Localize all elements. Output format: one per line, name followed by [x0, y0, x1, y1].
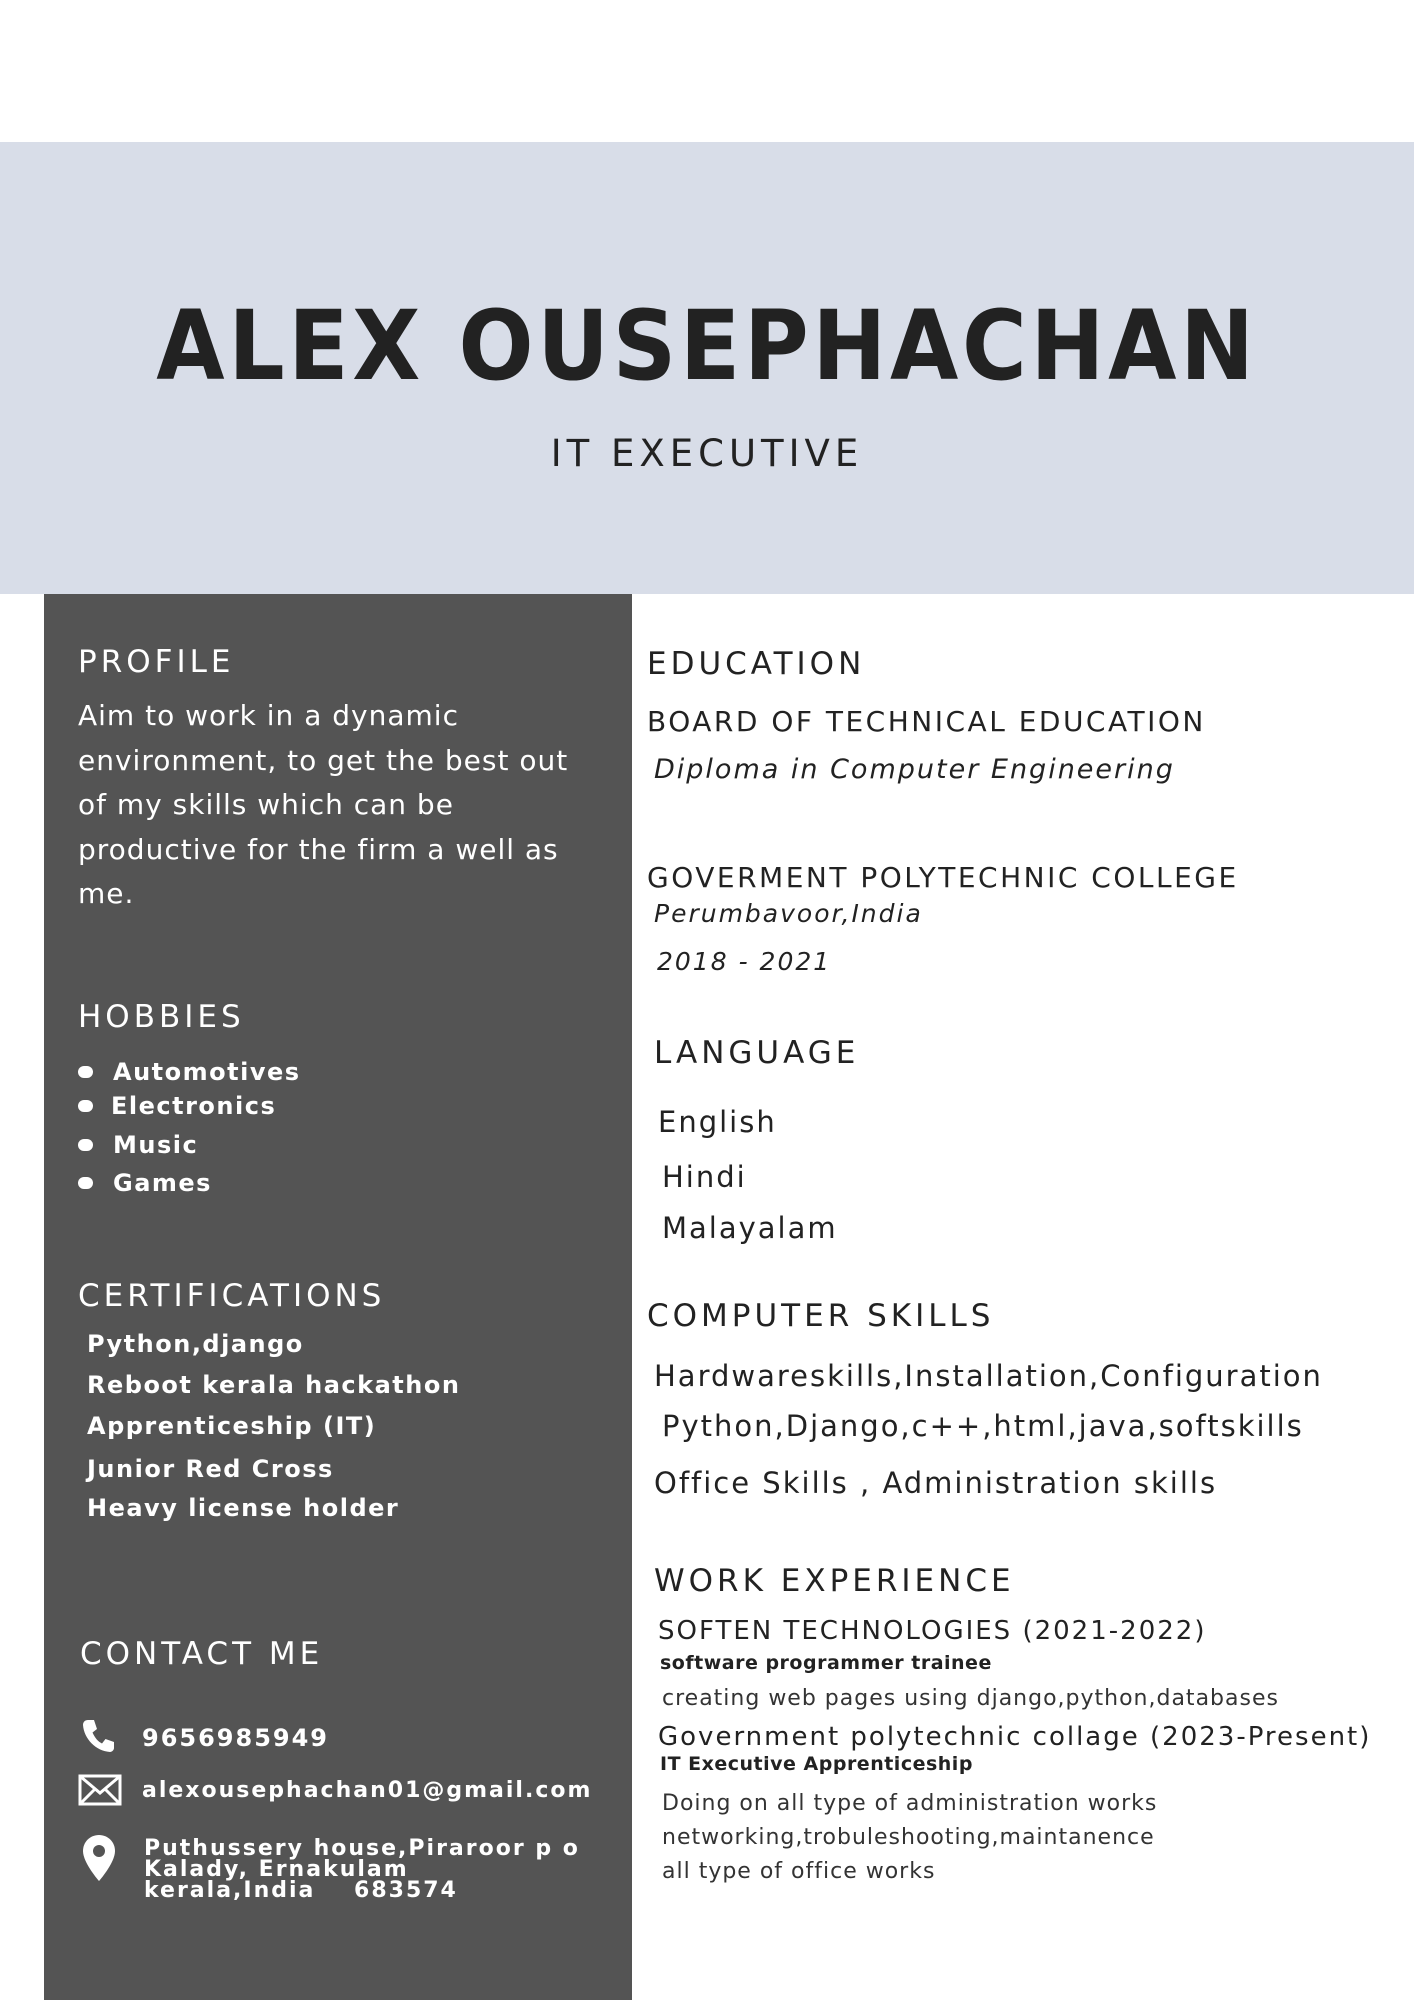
address-line: kerala,India 683574	[144, 1878, 458, 1903]
sidebar: PROFILE Aim to work in a dynamic environment, to get the best out of my skills which can be productive for the firm a well as me. HOBBIES Automotives Electronics Music Games CERTIFICATIONS Python,django Reboot kerala hackathon Apprenticeship (IT) Junior Red Cross Heavy license holder CONTACT ME 9656985949 alexousephachan01@gmail.com Puthussery house,Piraroor p o Kalady, Ernakulam kerala,India 683574	[44, 594, 632, 2000]
mail-icon	[78, 1774, 122, 1806]
education-board: BOARD OF TECHNICAL EDUCATION	[647, 705, 1206, 738]
language-item: Hindi	[662, 1160, 747, 1194]
profile-text: Aim to work in a dynamic environment, to get the best out of my skills which can be productive for the firm a well as me.	[78, 699, 569, 910]
bullet-icon	[78, 1139, 93, 1151]
hobbies-heading: HOBBIES	[78, 999, 245, 1035]
certification-item: Heavy license holder	[87, 1494, 400, 1522]
job-company: SOFTEN TECHNOLOGIES (2021-2022)	[658, 1616, 1207, 1646]
language-heading: LANGUAGE	[654, 1035, 860, 1071]
bullet-icon	[78, 1177, 93, 1189]
job-company: Government polytechnic collage (2023-Present)	[658, 1722, 1372, 1752]
certification-item: Python,django	[87, 1330, 304, 1358]
education-heading: EDUCATION	[647, 646, 866, 682]
language-item: Malayalam	[662, 1211, 838, 1245]
job-role: software programmer trainee	[660, 1652, 992, 1674]
certification-item: Junior Red Cross	[87, 1455, 334, 1483]
certifications-heading: CERTIFICATIONS	[78, 1278, 386, 1314]
job-duty: all type of office works	[662, 1859, 936, 1884]
education-course: Diploma in Computer Engineering	[654, 754, 1175, 785]
job-duty: networking,trobuleshooting,maintanence	[662, 1825, 1155, 1850]
language-item: English	[658, 1105, 777, 1139]
work-experience-heading: WORK EXPERIENCE	[654, 1563, 1015, 1599]
certification-item: Apprenticeship (IT)	[87, 1412, 377, 1440]
certification-item: Reboot kerala hackathon	[87, 1371, 461, 1399]
postal-address	[144, 1838, 580, 1901]
address-line: Puthussery house,Piraroor p o	[144, 1836, 580, 1861]
computer-skills-heading: COMPUTER SKILLS	[647, 1298, 995, 1334]
email-address[interactable]: alexousephachan01@gmail.com	[142, 1778, 593, 1803]
education-location: Perumbavoor,India	[654, 899, 923, 928]
location-pin-icon	[82, 1834, 116, 1882]
contact-heading: CONTACT ME	[80, 1636, 324, 1672]
address-line: Kalady, Ernakulam	[144, 1857, 409, 1882]
skill-item: Hardwareskills,Installation,Configuration	[654, 1359, 1323, 1393]
skill-item: Python,Django,c++,html,java,softskills	[662, 1409, 1304, 1443]
education-years: 2018 - 2021	[657, 947, 832, 976]
phone-icon	[78, 1716, 118, 1756]
bullet-icon	[78, 1066, 93, 1078]
candidate-name: ALEX OUSEPHACHAN	[156, 290, 1258, 402]
bullet-icon	[78, 1100, 93, 1112]
job-role: IT Executive Apprenticeship	[660, 1753, 973, 1775]
job-duty: creating web pages using django,python,databases	[662, 1686, 1279, 1711]
phone-number[interactable]: 9656985949	[142, 1724, 329, 1752]
job-duty: Doing on all type of administration works	[662, 1791, 1158, 1816]
job-title: IT EXECUTIVE	[550, 432, 864, 475]
profile-heading: PROFILE	[78, 644, 235, 680]
skill-item: Office Skills , Administration skills	[654, 1466, 1218, 1500]
education-college: GOVERMENT POLYTECHNIC COLLEGE	[647, 861, 1239, 894]
